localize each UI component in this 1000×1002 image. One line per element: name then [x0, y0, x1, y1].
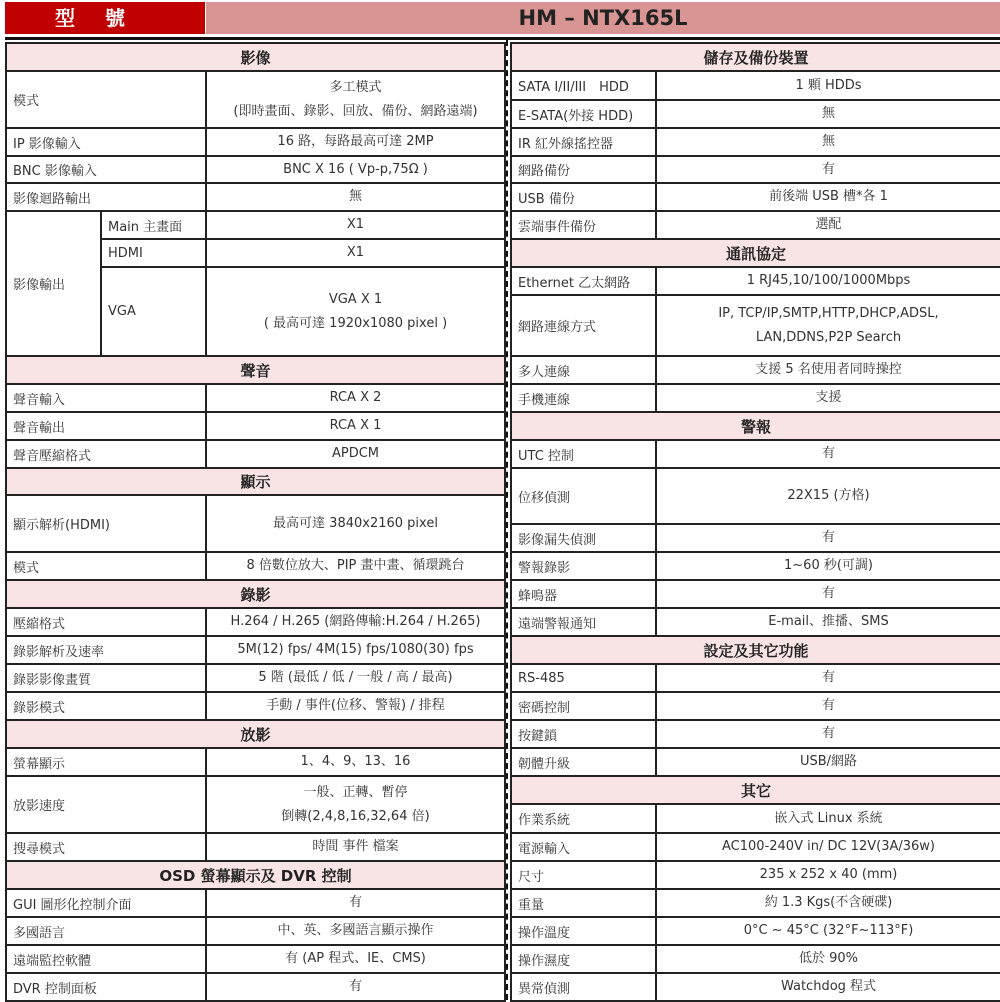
table-row	[6, 776, 505, 833]
section-title: 儲存及備份裝置	[511, 43, 1000, 71]
table-row	[6, 128, 505, 156]
spec-label: 重量	[511, 889, 656, 917]
spec-value	[656, 748, 1000, 776]
spec-label: 網路連線方式	[511, 295, 656, 356]
table-row	[6, 664, 505, 692]
table-row	[6, 636, 505, 664]
spec-value-line: 有	[822, 586, 836, 601]
spec-value-line: 235 x 252 x 40 (mm)	[759, 867, 898, 882]
spec-value	[656, 440, 1000, 468]
section-title: 錄影	[6, 580, 505, 608]
spec-value	[656, 384, 1000, 412]
table-row	[511, 468, 1000, 524]
column-divider	[506, 40, 508, 1000]
spec-label: 多國語言	[6, 917, 206, 945]
spec-label: 影像漏失偵測	[511, 524, 656, 552]
spec-value-line: Watchdog 程式	[780, 979, 877, 994]
spec-value	[206, 183, 505, 211]
spec-value	[656, 664, 1000, 692]
spec-value	[656, 552, 1000, 580]
table-row	[511, 804, 1000, 833]
spec-label: 錄影影像畫質	[6, 664, 206, 692]
spec-value-line: IP, TCP/IP,SMTP,HTTP,DHCP,ADSL,	[718, 305, 939, 321]
section-title: 聲音	[6, 356, 505, 384]
spec-label: 影像迴路輸出	[6, 183, 206, 211]
spec-label: 放影速度	[6, 776, 206, 833]
spec-value-line: 時間 事件 檔案	[312, 839, 399, 854]
spec-label: 操作溫度	[511, 917, 656, 945]
header-divider	[5, 37, 1000, 40]
spec-value-line: 8 倍數位放大、PIP 畫中畫、循環跳台	[246, 558, 465, 573]
spec-value	[656, 183, 1000, 211]
spec-label: BNC 影像輸入	[6, 156, 206, 183]
spec-label: 手機連線	[511, 384, 656, 412]
table-row	[6, 692, 505, 720]
table-row	[6, 945, 505, 973]
spec-value	[206, 608, 505, 636]
spec-label: 警報錄影	[511, 552, 656, 580]
model-label: 型號	[5, 2, 205, 34]
spec-value-line: VGA X 1	[328, 291, 383, 307]
spec-value-line: 無	[822, 134, 836, 149]
section-title: 放影	[6, 720, 505, 748]
spec-value	[206, 384, 505, 412]
spec-value	[656, 211, 1000, 239]
spec-label: UTC 控制	[511, 440, 656, 468]
table-row	[6, 973, 505, 1001]
spec-label: 聲音輸入	[6, 384, 206, 412]
table-row	[6, 833, 505, 861]
table-row	[511, 71, 1000, 100]
table-row	[6, 384, 505, 412]
table-row	[511, 384, 1000, 412]
spec-label: 網路備份	[511, 156, 656, 183]
section-title: OSD 螢幕顯示及 DVR 控制	[6, 861, 505, 889]
spec-label: IR 紅外線搖控器	[511, 128, 656, 156]
table-row	[511, 128, 1000, 156]
section-title: 影像	[6, 43, 505, 71]
spec-value	[206, 636, 505, 664]
spec-value	[656, 580, 1000, 608]
spec-value	[206, 239, 505, 267]
spec-label: 模式	[6, 552, 206, 580]
spec-value	[656, 156, 1000, 183]
table-row	[6, 440, 505, 468]
section-header	[6, 356, 505, 384]
spec-value-line: RCA X 1	[329, 418, 382, 433]
table-row	[511, 100, 1000, 128]
spec-label: 遠端警報通知	[511, 608, 656, 636]
section-title: 通訊協定	[511, 239, 1000, 267]
section-header	[511, 776, 1000, 804]
spec-value-line: 約 1.3 Kgs(不含硬碟)	[764, 895, 893, 910]
spec-sublabel: HDMI	[101, 239, 206, 267]
spec-value	[206, 267, 505, 356]
spec-value-line: X1	[346, 245, 365, 260]
spec-value-line: 5 階 (最低 / 低 / 一般 / 高 / 最高)	[258, 670, 453, 685]
spec-label: 壓縮格式	[6, 608, 206, 636]
table-row	[511, 833, 1000, 861]
table-row	[6, 495, 505, 552]
spec-value-line: 16 路，每路最高可達 2MP	[277, 134, 434, 149]
spec-label: 影像輸出	[6, 211, 101, 356]
table-row	[511, 889, 1000, 917]
table-row	[6, 71, 505, 128]
spec-value-line: LAN,DDNS,P2P Search	[755, 329, 902, 345]
spec-value	[656, 692, 1000, 720]
spec-value	[206, 128, 505, 156]
spec-value-line: 有	[822, 726, 836, 741]
spec-value	[656, 917, 1000, 945]
spec-value-line: 支援	[815, 390, 842, 405]
spec-value-line: 一般、正轉、暫停	[303, 784, 408, 800]
spec-value-line: USB/網路	[799, 754, 858, 769]
spec-label: 聲音壓縮格式	[6, 440, 206, 468]
model-header	[0, 0, 1000, 36]
table-row	[511, 552, 1000, 580]
spec-label: 蜂鳴器	[511, 580, 656, 608]
spec-value	[206, 917, 505, 945]
section-title: 顯示	[6, 468, 505, 495]
spec-label: 位移偵測	[511, 468, 656, 524]
table-row	[6, 211, 505, 239]
table-row	[511, 295, 1000, 356]
spec-value	[656, 973, 1000, 1001]
table-row	[511, 440, 1000, 468]
section-header	[511, 636, 1000, 664]
spec-label: 錄影解析及速率	[6, 636, 206, 664]
left-spec-table	[5, 42, 506, 1002]
spec-value	[206, 440, 505, 468]
table-row	[6, 889, 505, 917]
spec-value	[656, 833, 1000, 861]
spec-value	[206, 748, 505, 776]
section-header	[6, 720, 505, 748]
spec-label: 多人連線	[511, 356, 656, 384]
spec-value	[206, 973, 505, 1001]
table-row	[511, 156, 1000, 183]
spec-value	[656, 524, 1000, 552]
spec-value-line: 0°C ~ 45°C (32°F~113°F)	[743, 923, 914, 938]
spec-label: 聲音輸出	[6, 412, 206, 440]
spec-value-line: 嵌入式 Linux 系統	[774, 810, 883, 826]
section-header	[6, 43, 505, 71]
spec-value-line: APDCM	[331, 446, 380, 461]
table-row	[511, 720, 1000, 748]
spec-label: 韌體升級	[511, 748, 656, 776]
spec-value-line: 有	[822, 446, 836, 461]
spec-value-line: 有	[348, 979, 362, 994]
spec-label: 作業系統	[511, 804, 656, 833]
spec-value-line: 22X15 (方格)	[787, 488, 870, 503]
table-row	[511, 945, 1000, 973]
spec-value	[656, 295, 1000, 356]
spec-value-line: (即時畫面、錄影、回放、備份、網路遠端)	[233, 103, 478, 119]
spec-label: RS-485	[511, 664, 656, 692]
table-row	[511, 356, 1000, 384]
spec-label: 模式	[6, 71, 206, 128]
spec-value	[656, 889, 1000, 917]
spec-value	[656, 71, 1000, 100]
table-row	[511, 267, 1000, 295]
table-row	[511, 608, 1000, 636]
section-header	[511, 239, 1000, 267]
table-row	[511, 861, 1000, 889]
spec-value-line: 有	[822, 161, 836, 177]
table-row	[6, 412, 505, 440]
spec-value-line: 支援 5 名使用者同時操控	[755, 362, 902, 377]
spec-label: USB 備份	[511, 183, 656, 211]
section-header	[511, 412, 1000, 440]
spec-value-line: AC100-240V in/ DC 12V(3A/36w)	[722, 839, 935, 854]
spec-sublabel: Main 主畫面	[101, 211, 206, 239]
spec-label: 電源輸入	[511, 833, 656, 861]
spec-value-line: 無	[822, 106, 836, 121]
spec-value-line: 前後端 USB 槽*各 1	[769, 189, 888, 204]
spec-value-line: 有	[822, 530, 836, 545]
table-row	[6, 608, 505, 636]
spec-value	[206, 156, 505, 183]
spec-label: 異常偵測	[511, 973, 656, 1001]
table-row	[511, 748, 1000, 776]
spec-value-line: 有 (AP 程式、IE、CMS)	[285, 951, 426, 966]
spec-label: 搜尋模式	[6, 833, 206, 861]
spec-value-line: X1	[346, 217, 365, 232]
spec-value-line: 1~60 秒(可調)	[784, 558, 873, 573]
spec-value	[656, 128, 1000, 156]
spec-value-line: 無	[348, 189, 362, 204]
spec-value	[206, 945, 505, 973]
spec-value	[656, 608, 1000, 636]
spec-value-line: 多工模式	[329, 79, 382, 95]
spec-value	[206, 552, 505, 580]
section-header	[511, 43, 1000, 71]
spec-value	[656, 861, 1000, 889]
table-row	[511, 211, 1000, 239]
spec-value	[206, 71, 505, 128]
section-header	[6, 861, 505, 889]
spec-label: 密碼控制	[511, 692, 656, 720]
model-name: HM – NTX165L	[206, 2, 1000, 34]
section-title: 設定及其它功能	[511, 636, 1000, 664]
table-row	[511, 664, 1000, 692]
section-title: 警報	[511, 412, 1000, 440]
spec-value-line: 低於 90%	[798, 951, 859, 966]
spec-value	[206, 889, 505, 917]
spec-value-line: 倒轉(2,4,8,16,32,64 倍)	[281, 808, 430, 824]
spec-value-line: BNC X 16 ( Vp-p,75Ω )	[283, 161, 428, 177]
table-row	[511, 524, 1000, 552]
spec-value-line: 有	[822, 670, 836, 685]
spec-value	[656, 468, 1000, 524]
spec-value-line: 5M(12) fps/ 4M(15) fps/1080(30) fps	[237, 642, 474, 657]
spec-value	[656, 945, 1000, 973]
spec-value-line: 選配	[815, 217, 842, 232]
spec-value-line: ( 最高可達 1920x1080 pixel )	[263, 315, 448, 331]
spec-value	[206, 664, 505, 692]
spec-label: 按鍵鎖	[511, 720, 656, 748]
spec-label: 顯示解析(HDMI)	[6, 495, 206, 552]
spec-value	[656, 720, 1000, 748]
spec-value	[656, 267, 1000, 295]
spec-label: E-SATA(外接 HDD)	[511, 100, 656, 128]
spec-value	[656, 804, 1000, 833]
spec-value	[206, 833, 505, 861]
section-header	[6, 580, 505, 608]
spec-label: 錄影模式	[6, 692, 206, 720]
table-row	[511, 183, 1000, 211]
table-row	[6, 183, 505, 211]
spec-label: Ethernet 乙太網路	[511, 267, 656, 295]
spec-value-line: 1 顆 HDDs	[795, 77, 862, 93]
table-row	[6, 156, 505, 183]
spec-value-line: 1 RJ45,10/100/1000Mbps	[746, 273, 911, 288]
spec-value-line: 1、4、9、13、16	[300, 754, 411, 769]
spec-label: 螢幕顯示	[6, 748, 206, 776]
spec-value-line: 有	[822, 698, 836, 713]
spec-value-line: E-mail、推播、SMS	[768, 614, 889, 629]
table-row	[511, 917, 1000, 945]
spec-value-line: RCA X 2	[329, 390, 382, 405]
spec-label: 遠端監控軟體	[6, 945, 206, 973]
spec-value	[206, 495, 505, 552]
table-row	[6, 917, 505, 945]
spec-value-line: 中、英、多國語言顯示操作	[277, 923, 434, 938]
spec-label: IP 影像輸入	[6, 128, 206, 156]
spec-value-line: 手動 / 事件(位移、警報) / 排程	[266, 698, 445, 713]
spec-label: 操作濕度	[511, 945, 656, 973]
spec-value	[656, 356, 1000, 384]
spec-value	[206, 776, 505, 833]
spec-sublabel: VGA	[101, 267, 206, 356]
spec-label: 雲端事件備份	[511, 211, 656, 239]
spec-label: SATA I/II/III HDD	[511, 71, 656, 100]
spec-value-line: 有	[348, 895, 362, 910]
table-row	[6, 748, 505, 776]
spec-value	[206, 211, 505, 239]
spec-value	[206, 412, 505, 440]
spec-value	[206, 692, 505, 720]
spec-label: 尺寸	[511, 861, 656, 889]
table-row	[511, 692, 1000, 720]
spec-value-line: 最高可達 3840x2160 pixel	[273, 515, 438, 531]
table-row	[511, 580, 1000, 608]
table-row	[511, 973, 1000, 1001]
right-spec-table	[510, 42, 1000, 1002]
section-title: 其它	[511, 776, 1000, 804]
spec-label: DVR 控制面板	[6, 973, 206, 1001]
table-row	[6, 552, 505, 580]
section-header	[6, 468, 505, 495]
spec-value	[656, 100, 1000, 128]
spec-label: GUI 圖形化控制介面	[6, 889, 206, 917]
spec-value-line: H.264 / H.265 (網路傳輸:H.264 / H.265)	[230, 614, 481, 629]
